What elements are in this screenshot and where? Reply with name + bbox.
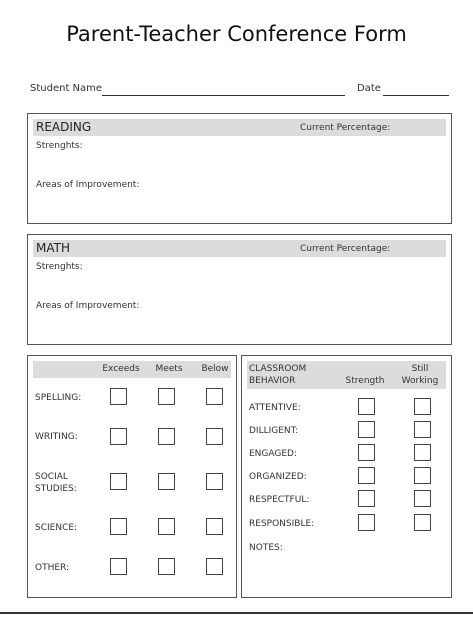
organized-strength-checkbox[interactable] (358, 467, 375, 484)
col-meets: Meets (155, 364, 183, 374)
student-name-line[interactable] (102, 95, 345, 96)
engaged-strength-checkbox[interactable] (358, 444, 375, 461)
col-exceeds: Exceeds (102, 364, 140, 374)
col-still-line1: Still (411, 364, 429, 374)
science-below-checkbox[interactable] (206, 518, 223, 535)
respectful-working-checkbox[interactable] (414, 490, 431, 507)
math-strengths-label: Strenghts: (36, 262, 83, 272)
behavior-label-attentive: ATTENTIVE: (249, 403, 301, 413)
spelling-below-checkbox[interactable] (206, 388, 223, 405)
skill-label-social-studies: SOCIAL STUDIES: (35, 472, 77, 494)
math-section (27, 234, 452, 345)
spelling-exceeds-checkbox[interactable] (110, 388, 127, 405)
reading-improvement-label: Areas of Improvement: (36, 180, 140, 190)
reading-percentage-label: Current Percentage: (300, 123, 391, 133)
col-still-line2: Working (401, 376, 439, 386)
dilligent-strength-checkbox[interactable] (358, 421, 375, 438)
social-studies-below-checkbox[interactable] (206, 473, 223, 490)
date-label: Date (357, 83, 381, 94)
behavior-label-organized: ORGANIZED: (249, 472, 307, 482)
student-name-label: Student Name (30, 83, 103, 94)
respectful-strength-checkbox[interactable] (358, 490, 375, 507)
math-heading: MATH (36, 241, 70, 255)
skill-label-science: SCIENCE: (35, 523, 78, 533)
col-below: Below (201, 364, 229, 374)
behavior-heading-line2: BEHAVIOR (249, 376, 296, 386)
other-exceeds-checkbox[interactable] (110, 558, 127, 575)
skill-label-spelling: SPELLING: (35, 393, 82, 403)
math-percentage-label: Current Percentage: (300, 244, 391, 254)
writing-below-checkbox[interactable] (206, 428, 223, 445)
other-below-checkbox[interactable] (206, 558, 223, 575)
behavior-heading-line1: CLASSROOM (249, 364, 307, 374)
bottom-rule (0, 612, 473, 614)
behavior-label-dilligent: DILLIGENT: (249, 426, 299, 436)
dilligent-working-checkbox[interactable] (414, 421, 431, 438)
reading-heading: READING (36, 120, 92, 134)
spelling-meets-checkbox[interactable] (158, 388, 175, 405)
science-exceeds-checkbox[interactable] (110, 518, 127, 535)
reading-section (27, 113, 452, 224)
form-title: Parent-Teacher Conference Form (66, 22, 407, 46)
science-meets-checkbox[interactable] (158, 518, 175, 535)
notes-label: NOTES: (249, 543, 283, 553)
writing-exceeds-checkbox[interactable] (110, 428, 127, 445)
behavior-label-respectful: RESPECTFUL: (249, 495, 310, 505)
organized-working-checkbox[interactable] (414, 467, 431, 484)
skill-label-other: OTHER: (35, 563, 70, 573)
behavior-label-engaged: ENGAGED: (249, 449, 298, 459)
behavior-section (241, 355, 452, 598)
responsible-working-checkbox[interactable] (414, 514, 431, 531)
skills-section (27, 355, 237, 598)
social-studies-exceeds-checkbox[interactable] (110, 473, 127, 490)
responsible-strength-checkbox[interactable] (358, 514, 375, 531)
writing-meets-checkbox[interactable] (158, 428, 175, 445)
attentive-working-checkbox[interactable] (414, 398, 431, 415)
reading-strengths-label: Strenghts: (36, 141, 83, 151)
behavior-label-responsible: RESPONSIBLE: (249, 519, 315, 529)
math-improvement-label: Areas of Improvement: (36, 301, 140, 311)
engaged-working-checkbox[interactable] (414, 444, 431, 461)
social-studies-meets-checkbox[interactable] (158, 473, 175, 490)
other-meets-checkbox[interactable] (158, 558, 175, 575)
attentive-strength-checkbox[interactable] (358, 398, 375, 415)
date-line[interactable] (383, 95, 449, 96)
col-strength: Strength (345, 376, 385, 386)
skill-label-writing: WRITING: (35, 432, 78, 442)
